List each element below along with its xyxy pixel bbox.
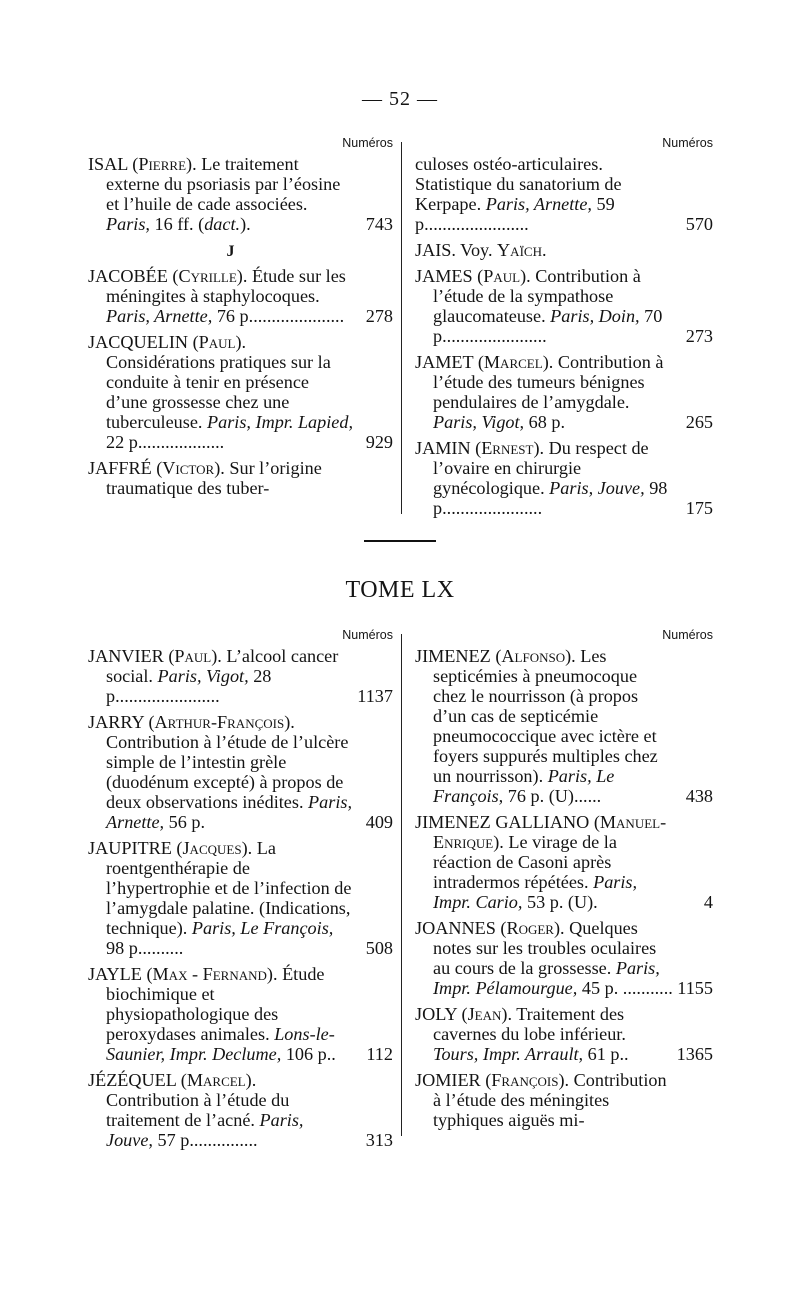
author-given-name: Pierre [138, 154, 187, 174]
index-entry: JACQUELIN (Paul). Considérations pratiques sur la conduite à tenir en présence d’une grossesse chez une tuberculeuse. Paris, Impr. Lapied, 22 p................... 929 [88, 332, 393, 452]
index-entry: JAYLE (Max - Fernand). Étude biochimique et physiopathologique des peroxydases animales. Lons-le-Saunier, Impr. Declume, 106 p.. 112 [88, 964, 393, 1064]
page-number: — 52 — [362, 88, 438, 110]
entry-extent: 16 ff. ( [149, 214, 205, 234]
author-given-name: Cyrille [178, 266, 237, 286]
index-entry: JAMIN (Ernest). Du respect de l’ovaire en chirurgie gynécologique. Paris, Jouve, 98 p...................... 175 [415, 438, 713, 518]
entry-extent: 98 p...................... [433, 478, 668, 518]
entry-number: 1137 [357, 686, 393, 706]
cross-reference: Yaïch [497, 240, 542, 260]
entry-title: . Quelques notes sur les troubles oculaires au cours de la grossesse. [433, 918, 657, 978]
entry-extent: 56 p. [164, 812, 206, 832]
author-surname: JÉZÉQUEL [88, 1070, 177, 1090]
entry-number: 175 [685, 498, 713, 518]
entry-extent: 70 p....................... [433, 306, 663, 346]
publisher: Paris, [106, 214, 150, 234]
index-entry: JACOBÉE (Cyrille). Étude sur les méningites à staphylocoques. Paris, Arnette, 76 p..................... 278 [88, 266, 393, 326]
author-given-name: Alfonso [501, 646, 566, 666]
index-entry: JOMIER (François). Contribution à l’étude des méningites typhiques aiguës mi- [415, 1070, 667, 1130]
publisher: Paris, Doin, [550, 306, 640, 326]
index-entry: JAUPITRE (Jacques). La roentgenthérapie de l’hypertrophie et de l’infection de l’amygdale palatine. (Indications, technique). Paris, Le François, 98 p.......... 508 [88, 838, 393, 958]
publisher: Paris, Le François, [191, 918, 334, 938]
publisher: Paris, Arnette, [106, 306, 213, 326]
entry-title: . Contribution à l’étude des méningites typhiques aiguës mi- [433, 1070, 667, 1130]
entry-extent: 45 p. ........... [577, 978, 673, 998]
author-surname: JANVIER [88, 646, 164, 666]
publisher: Lons-le-Saunier, Impr. Declume, [106, 1024, 335, 1064]
entry-extent: 61 p.. [583, 1044, 629, 1064]
author-surname: JOMIER [415, 1070, 481, 1090]
author-surname: JOANNES [415, 918, 496, 938]
author-given-name: François [491, 1070, 559, 1090]
entry-number: 278 [365, 306, 393, 326]
author-surname: JAMIN [415, 438, 471, 458]
author-surname: ISAL [88, 154, 128, 174]
author-surname: JAMES [415, 266, 473, 286]
author-surname: JIMENEZ GALLIANO [415, 812, 590, 832]
author-given-name: Paul [483, 266, 521, 286]
entry-extent: 53 p. (U). [522, 892, 598, 912]
entry-extent: 28 p....................... [106, 666, 272, 706]
author-surname: JAFFRÉ [88, 458, 152, 478]
author-surname: JACOBÉE [88, 266, 168, 286]
author-surname: JAMET [415, 352, 474, 372]
numeros-header: Numéros [342, 628, 393, 642]
entry-extent: 76 p..................... [212, 306, 345, 326]
entry-title: . Sur l’origine traumatique des tuber- [106, 458, 322, 498]
entry-number: 273 [685, 326, 713, 346]
section-upper [0, 134, 800, 518]
author-given-name: Marcel [483, 352, 543, 372]
entry-title: . Étude biochimique et physiopathologique des peroxydases animales. [106, 964, 325, 1044]
index-entry: JOLY (Jean). Traitement des cavernes du lobe inférieur. Tours, Impr. Arrault, 61 p.. 1365 [415, 1004, 713, 1064]
publisher: Paris, Vigot, [433, 412, 525, 432]
author-given-name: Victor [162, 458, 215, 478]
index-entry: JAMET (Marcel). Contribution à l’étude des tumeurs bénignes pendulaires de l’amygdale. Paris, Vigot, 68 p. 265 [415, 352, 713, 432]
entry-title: . Le virage de la réaction de Casoni après intradermos répétées. [433, 832, 617, 892]
column-right [415, 134, 713, 524]
entry-title: . Traitement des cavernes du lobe inférieur. [433, 1004, 626, 1044]
entry-title: . Étude sur les méningites à staphylocoques. [106, 266, 346, 306]
entry-extent: 22 p................... [106, 432, 225, 452]
entry-number: 4 [703, 892, 713, 912]
publisher: Paris, Jouve, [106, 1110, 304, 1150]
entry-title: culoses ostéo-articulaires. Statistique du sanatorium de Kerpape. [415, 154, 622, 214]
publisher: Paris, Le François, [433, 766, 615, 806]
publisher: Paris, Impr. Pélamourgue, [433, 958, 660, 998]
entry-extent: ). [240, 214, 251, 234]
entry-title: . Le traitement externe du psoriasis par l’éosine et l’huile de cade associées. [106, 154, 341, 214]
index-entry: ISAL (Pierre). Le traitement externe du psoriasis par l’éosine et l’huile de cade associées. Paris, 16 ff. (dact.). 743 [88, 154, 393, 234]
entry-title: . Voy. [451, 240, 498, 260]
entry-number: 1155 [677, 978, 713, 998]
entry-title: . L’alcool cancer social. [106, 646, 339, 686]
column-right [415, 626, 713, 1136]
numeros-header: Numéros [662, 628, 713, 642]
index-entry: JIMENEZ (Alfonso). Les septicémies à pneumocoque chez le nourrisson (à propos d’un cas de septicémie pneumococcique avec ictère et foyers suppurés multiples chez un nourrisson). Paris, Le François, 76 p. (U)...... 438 [415, 646, 713, 806]
author-surname: JARRY [88, 712, 144, 732]
author-given-name: Roger [506, 918, 554, 938]
publisher: Paris, Jouve, [549, 478, 645, 498]
author-given-name: Paul [198, 332, 236, 352]
index-entry: JAFFRÉ (Victor). Sur l’origine traumatique des tuber- [88, 458, 322, 498]
entry-note: dact. [204, 214, 241, 234]
author-surname: JAUPITRE [88, 838, 172, 858]
entry-number: 438 [685, 786, 713, 806]
entry-extent: 57 p............... [152, 1130, 258, 1150]
entry-extent: 76 p. (U)...... [503, 786, 602, 806]
entry-title: . Du respect de l’ovaire en chirurgie gynécologique. [433, 438, 649, 498]
entry-title: . Les septicémies à pneumocoque chez le nourrisson (à propos d’un cas de septicémie pneumococcique avec ictère et foyers suppurés multiples chez un nourrisson). [433, 646, 658, 786]
publisher: Paris, Arnette, [485, 194, 592, 214]
publisher: Tours, Impr. Arrault, [433, 1044, 584, 1064]
entry-number: 929 [365, 432, 393, 452]
index-entry: JIMENEZ GALLIANO (Manuel-Enrique). Le virage de la réaction de Casoni après intradermos répétées. Paris, Impr. Cario, 53 p. (U). 4 [415, 812, 713, 912]
entry-number: 409 [365, 812, 393, 832]
entry-number: 1365 [676, 1044, 713, 1064]
column-divider [401, 634, 402, 1136]
letter-heading: J [226, 243, 235, 260]
column-divider [401, 142, 402, 514]
entry-title: . Considérations pratiques sur la conduite à tenir en présence d’une grossesse chez une tuberculeuse. [106, 332, 331, 432]
entry-extent: 59 p....................... [415, 194, 615, 234]
index-entry: JÉZÉQUEL (Marcel). Contribution à l’étude du traitement de l’acné. Paris, Jouve, 57 p............... 313 [88, 1070, 393, 1150]
entry-extent: 98 p.......... [106, 938, 184, 958]
author-surname: JAIS [415, 240, 452, 260]
publisher: Paris, Impr. Lapied, [207, 412, 354, 432]
author-given-name: Ernest [481, 438, 534, 458]
entry-extent: 68 p. [524, 412, 566, 432]
entry-number: 743 [365, 214, 393, 234]
author-surname: JAYLE [88, 964, 142, 984]
author-surname: JOLY [415, 1004, 457, 1024]
entry-title: . Contribution à l’étude des tumeurs bénignes pendulaires de l’amygdale. [433, 352, 664, 412]
author-given-name: Marcel [186, 1070, 246, 1090]
entry-number: 508 [365, 938, 393, 958]
publisher: Paris, Impr. Cario, [433, 872, 638, 912]
column-left [88, 134, 393, 504]
entry-extent: 106 p.. [281, 1044, 336, 1064]
publisher: Paris, Vigot, [157, 666, 249, 686]
column-left [88, 626, 393, 1156]
index-entry [415, 154, 713, 234]
entry-number: 265 [685, 412, 713, 432]
section-lower [0, 626, 800, 1150]
author-surname: JACQUELIN [88, 332, 189, 352]
entry-number: 313 [365, 1130, 393, 1150]
author-given-name: Max - Fernand [152, 964, 267, 984]
author-given-name: Paul [174, 646, 212, 666]
author-surname: JIMENEZ [415, 646, 491, 666]
entry-title: . La roentgenthérapie de l’hypertrophie et de l’infection de l’amygdale palatine. (Indications, technique). [106, 838, 352, 938]
author-given-name: Jean [467, 1004, 502, 1024]
index-entry: JAMES (Paul). Contribution à l’étude de la sympathose glaucomateuse. Paris, Doin, 70 p....................... 273 [415, 266, 713, 346]
publisher: Paris, Arnette, [106, 792, 353, 832]
index-entry: JANVIER (Paul). L’alcool cancer social. Paris, Vigot, 28 p....................... 1137 [88, 646, 393, 706]
author-given-name: Manuel-Enrique [433, 812, 667, 852]
entry-title: . Contribution à l’étude de la sympathose glaucomateuse. [433, 266, 641, 326]
index-entry: JOANNES (Roger). Quelques notes sur les troubles oculaires au cours de la grossesse. Paris, Impr. Pélamourgue, 45 p. ........... 1155 [415, 918, 713, 998]
author-given-name: Jacques [182, 838, 242, 858]
index-entry: JARRY (Arthur-François). Contribution à l’étude de l’ulcère simple de l’intestin grèle (duodénum excepté) à propos de deux observations inédites. Paris, Arnette, 56 p. 409 [88, 712, 393, 832]
entry-title: . Contribution à l’étude du traitement de l’acné. [106, 1070, 290, 1130]
author-given-name: Arthur-François [154, 712, 285, 732]
entry-title: . Contribution à l’étude de l’ulcère simple de l’intestin grèle (duodénum excepté) à propos de deux observations inédites. [106, 712, 349, 812]
index-entry [415, 240, 713, 260]
entry-number: 570 [685, 214, 713, 234]
tome-title: TOME LX [345, 577, 455, 603]
numeros-header: Numéros [662, 136, 713, 150]
numeros-header: Numéros [342, 136, 393, 150]
entry-extent: . [541, 240, 547, 260]
section-rule [364, 540, 436, 542]
entry-number: 112 [366, 1044, 393, 1064]
